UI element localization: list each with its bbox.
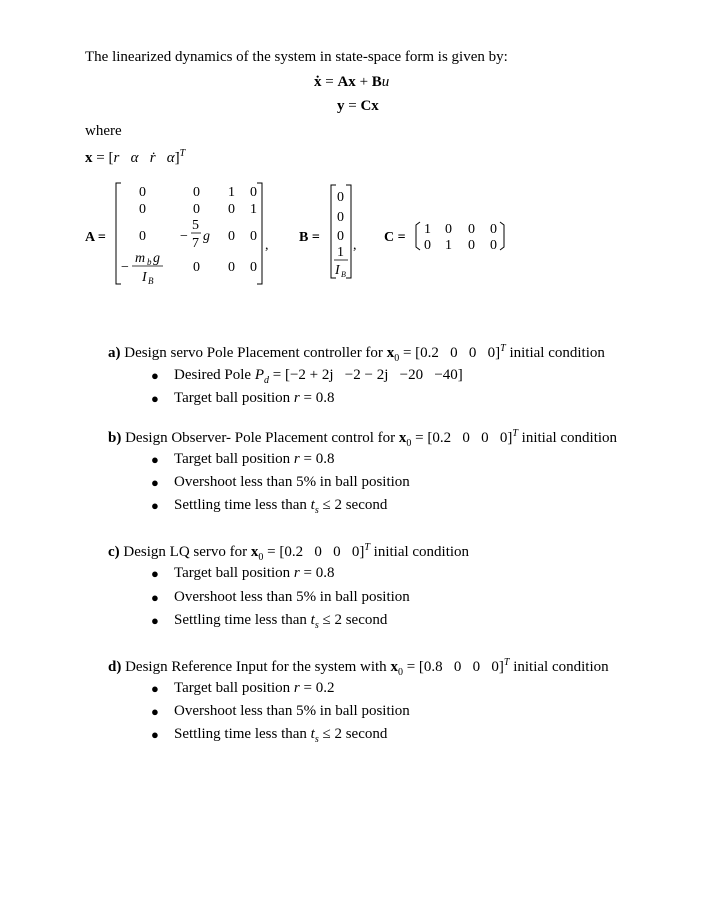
matrix-c-left-bracket	[416, 222, 420, 250]
b-r2: 0	[337, 210, 344, 225]
state-r: r	[113, 150, 120, 166]
c-r2c2: 1	[445, 238, 452, 253]
task-b-bullet-2	[174, 474, 410, 491]
b-r3: 0	[337, 229, 344, 244]
task-a-x0-eq: = [0.2 0 0 0]	[402, 345, 501, 361]
task-d-x0: x	[390, 659, 398, 675]
matrices-figure	[0, 0, 727, 300]
bullet-post: = 0.2	[303, 680, 335, 696]
where-text: where	[85, 123, 122, 139]
task-a-heading	[108, 343, 605, 364]
c-r1c2: 0	[445, 222, 452, 237]
intro-text: The linearized dynamics of the system in state-space form is given by:	[85, 49, 508, 65]
a-r2c2: 0	[193, 202, 200, 217]
bullet-dot: ●	[151, 613, 159, 628]
a-r4-num-sub: b	[147, 257, 152, 267]
task-b-suffix: initial condition	[521, 430, 618, 446]
bullet-post: = 0.8	[303, 451, 335, 467]
bullet-post: = 0.8	[303, 390, 335, 406]
bullet-pre: Overshoot less than 5% in ball position	[174, 474, 410, 490]
a-r3-frac-num: 5	[192, 218, 199, 233]
bullet-var: r	[293, 680, 300, 696]
task-d-label: d)	[108, 659, 122, 675]
matrix-a-label: A =	[85, 230, 106, 245]
xdot-symbol: ẋ	[314, 74, 322, 90]
task-c-heading	[108, 542, 469, 563]
a-r4-den: I	[142, 270, 147, 285]
bullet-pre: Target ball position	[174, 451, 291, 467]
matrix-a-comma: ,	[265, 238, 269, 253]
c-r1c4: 0	[490, 222, 497, 237]
a-r4-minus: −	[121, 260, 129, 275]
matrix-c-label: C =	[384, 230, 406, 245]
task-c-x0: x	[250, 544, 259, 560]
bullet-dot: ●	[151, 368, 159, 383]
bullet-sub: s	[314, 505, 319, 516]
c-r1c3: 0	[468, 222, 475, 237]
task-c-x0-sub: 0	[258, 552, 264, 563]
bullet-sub: d	[264, 375, 269, 386]
u-term: u	[381, 74, 390, 90]
b-r1: 0	[337, 190, 344, 205]
bullet-var: r	[293, 390, 300, 406]
task-c-bullet-3	[174, 612, 387, 631]
a-r4-num-m: m	[135, 251, 146, 266]
state-close: ]	[174, 150, 180, 166]
task-d-suffix: initial condition	[513, 659, 609, 675]
state-eq: = [	[96, 150, 114, 166]
bullet-pre: Overshoot less than 5% in ball position	[174, 703, 410, 719]
a-r4c2: 0	[193, 260, 200, 275]
matrix-b-right-bracket	[346, 185, 351, 278]
a-r4c3: 0	[228, 260, 235, 275]
state-transpose: T	[179, 148, 186, 159]
task-b-x0-sub: 0	[406, 438, 412, 449]
bullet-pre: Settling time less than	[174, 726, 307, 742]
bullet-post: = 0.8	[303, 565, 335, 581]
bullet-pre: Target ball position	[174, 390, 291, 406]
task-c-label: c)	[108, 544, 120, 560]
bullet-pre: Settling time less than	[174, 612, 307, 628]
bullet-dot: ●	[151, 681, 159, 696]
task-b-x0-T: T	[512, 428, 518, 439]
matrix-b-comma: ,	[353, 238, 357, 253]
task-a-x0: x	[386, 345, 395, 361]
a-r3-frac-den: 7	[192, 236, 199, 251]
task-d-bullet-3	[174, 726, 387, 745]
bullet-var: t	[310, 497, 315, 513]
bullet-pre: Target ball position	[174, 680, 291, 696]
task-c-x0-T: T	[364, 542, 370, 553]
task-b-text: Design Observer- Pole Placement control for	[125, 430, 396, 446]
task-c-bullet-2	[174, 589, 410, 606]
task-d-heading	[108, 657, 609, 678]
a-r3-g: g	[203, 229, 210, 244]
b-r4-den: I	[335, 263, 340, 278]
bullet-var: t	[310, 612, 315, 628]
task-b-x0: x	[398, 430, 407, 446]
a-r2c3: 0	[228, 202, 235, 217]
a-r4-num-g: g	[153, 251, 160, 266]
eq-sign-2: =	[348, 98, 357, 114]
bullet-dot: ●	[151, 566, 159, 581]
b-r4-num: 1	[337, 245, 344, 260]
bullet-dot: ●	[151, 704, 159, 719]
a-r2c4: 1	[250, 202, 257, 217]
matrix-b-label: B =	[299, 230, 320, 245]
matrix-a-right-bracket	[257, 183, 262, 284]
bullet-sub: s	[314, 734, 319, 745]
task-b-heading	[108, 428, 617, 449]
task-a-x0-T: T	[500, 343, 506, 354]
a-r4-den-sub: B	[148, 276, 154, 286]
task-c-suffix: initial condition	[373, 544, 470, 560]
c-r2c4: 0	[490, 238, 497, 253]
bullet-dot: ●	[151, 391, 159, 406]
task-d-x0-T: T	[503, 657, 510, 668]
bullet-pre: Target ball position	[174, 565, 291, 581]
bullet-post: = [−2 + 2j −2 − 2j −20 −40]	[272, 367, 463, 383]
a-r3-minus: −	[180, 229, 188, 244]
bullet-dot: ●	[151, 475, 159, 490]
a-r3c4: 0	[250, 229, 257, 244]
eq-sign: =	[325, 74, 334, 90]
bullet-sub: s	[314, 620, 319, 631]
bullet-dot: ●	[151, 590, 159, 605]
a-r1c3: 1	[228, 185, 235, 200]
c-r2c1: 0	[424, 238, 431, 253]
task-c-bullet-1	[174, 565, 334, 582]
a-r1c4: 0	[250, 185, 257, 200]
task-b-bullet-1	[174, 451, 334, 468]
plus-sign: +	[359, 74, 369, 90]
bullet-dot: ●	[151, 727, 159, 742]
task-d-x0-sub: 0	[397, 667, 403, 678]
bullet-var: t	[310, 726, 315, 742]
task-c-text: Design LQ servo for	[123, 544, 248, 560]
task-d-bullet-1	[174, 680, 334, 697]
bullet-pre: Settling time less than	[174, 497, 307, 513]
task-b-x0-eq: = [0.2 0 0 0]	[415, 430, 513, 446]
a-r4c4: 0	[250, 260, 257, 275]
bullet-var: r	[293, 451, 300, 467]
task-b-label: b)	[108, 430, 122, 446]
a-r1c1: 0	[139, 185, 146, 200]
state-x: x	[85, 150, 93, 166]
state-alphadot: α̇	[166, 150, 175, 166]
task-c-x0-eq: = [0.2 0 0 0]	[267, 544, 365, 560]
bullet-pre: Overshoot less than 5% in ball position	[174, 589, 410, 605]
task-d-text: Design Reference Input for the system with	[125, 659, 387, 675]
task-a-text: Design servo Pole Placement controller for	[124, 345, 383, 361]
b-term: B	[371, 74, 382, 90]
a-r3c3: 0	[228, 229, 235, 244]
task-a-label: a)	[108, 345, 121, 361]
task-d-bullet-2	[174, 703, 410, 720]
bullet-var: r	[293, 565, 300, 581]
state-alpha: α	[130, 150, 139, 166]
state-rdot: ṙ	[149, 150, 156, 166]
bullet-post: ≤ 2 second	[322, 497, 388, 513]
bullet-dot: ●	[151, 452, 159, 467]
task-b-bullet-3	[174, 497, 387, 516]
bullet-post: ≤ 2 second	[322, 726, 388, 742]
task-a-suffix: initial condition	[509, 345, 605, 361]
y-symbol: y	[337, 98, 345, 114]
task-a-bullet-2	[174, 390, 334, 407]
a-r2c1: 0	[139, 202, 146, 217]
cx-term: Cx	[360, 98, 379, 114]
ax-term: Ax	[337, 74, 356, 90]
a-r3c1: 0	[139, 229, 146, 244]
task-d-x0-eq: = [0.8 0 0 0]	[406, 659, 504, 675]
task-a-x0-sub: 0	[394, 353, 400, 364]
c-r2c3: 0	[468, 238, 475, 253]
task-a-bullet-1	[174, 367, 463, 386]
a-r1c2: 0	[193, 185, 200, 200]
bullet-dot: ●	[151, 498, 159, 513]
bullet-post: ≤ 2 second	[322, 612, 388, 628]
matrix-c-right-bracket	[500, 222, 504, 250]
c-r1c1: 1	[424, 222, 431, 237]
b-r4-den-sub: B	[341, 270, 346, 279]
bullet-var: P	[254, 367, 264, 383]
bullet-pre: Desired Pole	[174, 367, 252, 383]
